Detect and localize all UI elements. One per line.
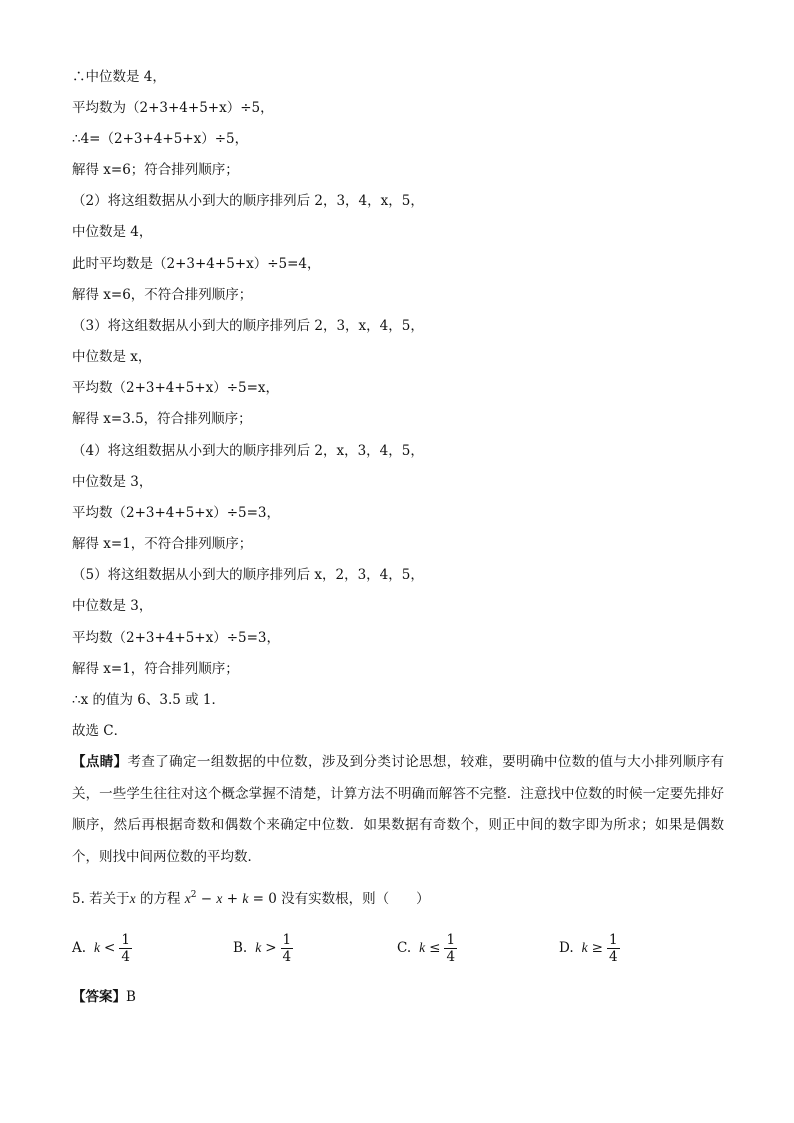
comment-paragraph [72,747,724,873]
option-a[interactable] [72,928,132,968]
solution-line: 平均数（2+3+4+5+x）÷5=3， [72,505,281,521]
option-b[interactable] [233,928,293,968]
question-var: x [129,891,136,906]
option-letter: C. [397,940,412,956]
option-fraction [281,932,294,965]
option-var: k [255,940,262,955]
option-letter: B. [233,940,248,956]
option-var: k [419,940,426,955]
option-d[interactable] [559,928,620,968]
fraction-numerator: 1 [282,931,292,948]
option-letter: D. [559,940,574,956]
answer-options [72,928,724,968]
solution-line: 解得 x=1，符合排列顺序； [72,661,239,677]
question-5 [72,884,430,910]
solution-line: 故选 C． [72,723,128,739]
solution-line: 解得 x=3.5，符合排列顺序； [72,411,252,427]
equation-exponent: 2 [190,890,197,900]
answer-label: 【答案】 [72,989,126,1005]
fraction-denominator: 4 [446,948,456,965]
equation-op: + [222,891,243,907]
solution-line: 平均数（2+3+4+5+x）÷5=3， [72,630,281,646]
solution-line: ∴x 的值为 6、3.5 或 1． [72,692,226,708]
answer-line [72,986,136,1008]
solution-line: 中位数是 x， [72,349,152,365]
solution-line: 解得 x=6；符合排列顺序； [72,162,239,178]
solution-line: （4）将这组数据从小到大的顺序排列后 2，x，3，4，5， [72,443,424,459]
option-c[interactable] [397,928,457,968]
fraction-denominator: 4 [121,948,130,965]
solution-line: （5）将这组数据从小到大的顺序排列后 x，2，3，4，5， [72,567,424,583]
option-relation: ≥ [591,940,603,956]
fraction-denominator: 4 [282,948,292,965]
question-middle: 的方程 [135,891,185,907]
option-var: k [581,940,588,955]
fraction-numerator: 1 [446,931,456,948]
equation-op: − [196,891,217,907]
option-relation: < [104,940,116,956]
equation-k: k [242,891,249,906]
solution-line: 解得 x=1，不符合排列顺序； [72,536,253,552]
comment-text: 考查了确定一组数据的中位数，涉及到分类讨论思想，较难，要明确中位数的值与大小排列顺序有关，一些学生往往对这个概念掌握不清楚，计算方法不明确而解答不完整．注意找中位数的时候一定要先排好顺序，然后再根据奇数和偶数个来确定中位数．如果数据有奇数个，则正中间的数字即为所求；如果是偶数个，则找中间两位数的平均数． [72,754,725,865]
answer-value: B [126,989,136,1005]
fraction-numerator: 1 [121,931,130,948]
solution-line: 平均数为（2+3+4+5+x）÷5， [72,100,274,116]
equation-x: x [216,891,223,906]
option-var: k [94,940,101,955]
fraction-numerator: 1 [608,931,618,948]
option-fraction [607,932,620,965]
option-fraction [444,932,457,965]
equation-rhs: = 0 [248,891,277,907]
solution-line: 中位数是 3， [72,598,153,614]
question-prefix: 5. 若关于 [72,891,130,907]
option-relation: > [265,940,277,956]
solution-line: 中位数是 4， [72,224,153,240]
option-fraction [119,932,132,965]
solution-line: （3）将这组数据从小到大的顺序排列后 2，3，x，4，5， [72,318,424,334]
equation-x: x [184,891,191,906]
solution-line: 此时平均数是（2+3+4+5+x）÷5=4， [72,256,321,272]
solution-line: 平均数（2+3+4+5+x）÷5=x， [72,380,280,396]
option-letter: A. [72,940,87,956]
comment-label: 【点睛】 [72,754,128,770]
question-suffix: 没有实数根，则（ ） [276,891,430,907]
solution-line: ∴中位数是 4， [72,69,166,85]
solution-line: ∴4=（2+3+4+5+x）÷5， [72,131,249,147]
option-relation: ≤ [429,940,441,956]
solution-line: 解得 x=6，不符合排列顺序； [72,287,253,303]
solution-line: 中位数是 3， [72,474,153,490]
fraction-denominator: 4 [608,948,618,965]
solution-line: （2）将这组数据从小到大的顺序排列后 2，3，4，x，5， [72,193,424,209]
